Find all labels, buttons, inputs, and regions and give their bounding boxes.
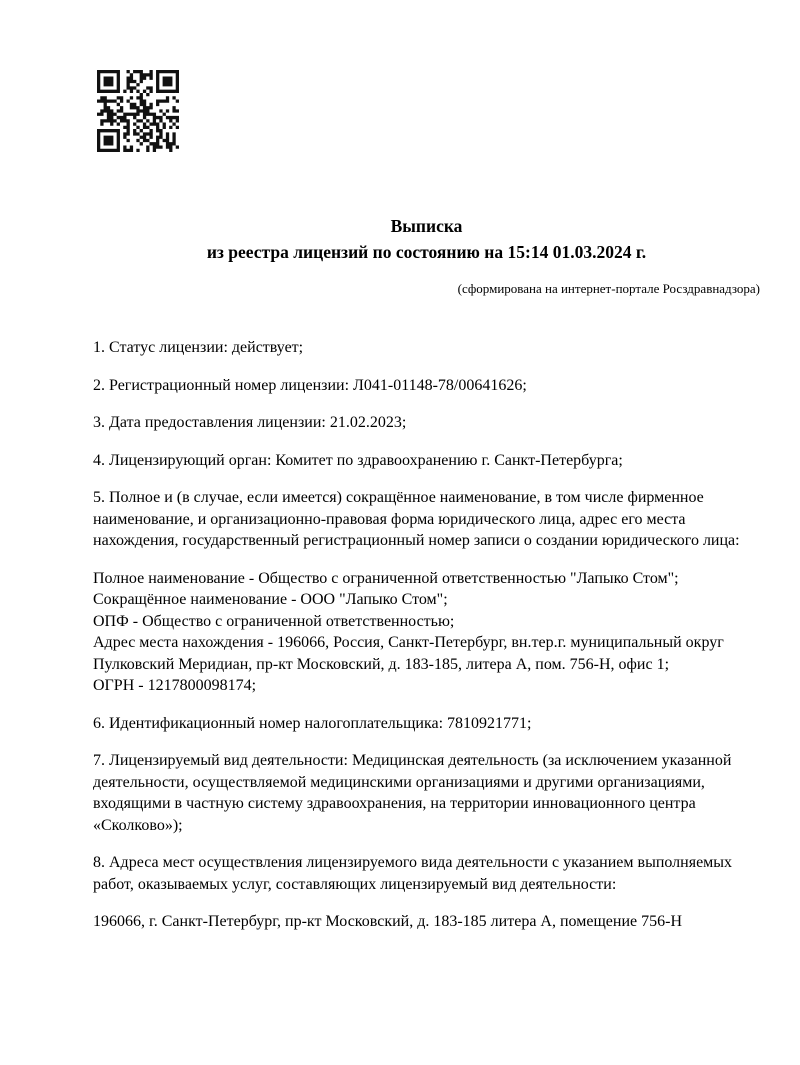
license-grant-date: 3. Дата предоставления лицензии: 21.02.2023; xyxy=(93,414,407,431)
org-details-block xyxy=(93,568,760,697)
org-ogrn: ОГРН - 1217800098174; xyxy=(93,677,257,694)
org-address: Адрес места нахождения - 196066, Россия, Санкт-Петербург, вн.тер.г. муниципальный округ Пулковский Меридиан, пр-кт Московский, д. 183-185, литера А, пом. 756-Н, офис 1; xyxy=(93,634,724,673)
org-full-name: Полное наименование - Общество с ограниченной ответственностью "Лапыко Стом"; xyxy=(93,569,679,587)
document-body xyxy=(93,0,760,949)
license-status: 1. Статус лицензии: действует; xyxy=(93,339,304,356)
licensing-authority: 4. Лицензирующий орган: Комитет по здравоохранению г. Санкт-Петербурга; xyxy=(93,451,623,469)
org-opf: ОПФ - Общество с ограниченной ответственностью; xyxy=(93,612,455,630)
org-info-heading: 5. Полное и (в случае, если имеется) сокращённое наименование, в том числе фирменное наименование, и организационно-правовая форма юридического лица, адрес его места нахождения, государственный регистрационный номер записи о создании юридического лица: xyxy=(93,489,740,549)
formed-note: (сформирована на интернет-портале Росздравнадзора) xyxy=(457,281,760,296)
activity-address: 196066, г. Санкт-Петербург, пр-кт Московский, д. 183-185 литера А, помещение 756-Н xyxy=(93,913,682,930)
page-title-line1: Выписка xyxy=(390,216,463,236)
activity-addresses-heading: 8. Адреса мест осуществления лицензируемого вида деятельности с указанием выполняемых работ, оказываемых услуг, составляющих лицензируемый вид деятельности: xyxy=(93,854,733,893)
page-title-line2: из реестра лицензий по состоянию на 15:14 01.03.2024 г. xyxy=(206,242,647,262)
license-reg-number: 2. Регистрационный номер лицензии: Л041-01148-78/00641626; xyxy=(93,376,527,394)
page-title xyxy=(93,213,760,265)
org-short-name: Сокращённое наименование - ООО "Лапыко Стом"; xyxy=(93,591,448,608)
licensed-activity: 7. Лицензируемый вид деятельности: Медицинская деятельность (за исключением указанной деятельности, осуществляемой медицинскими организациями и другими организациями, входящими в частную систему здравоохранения, на территории инновационного центра «Сколково»); xyxy=(93,752,732,834)
taxpayer-inn: 6. Идентификационный номер налогоплательщика: 7810921771; xyxy=(93,714,532,732)
